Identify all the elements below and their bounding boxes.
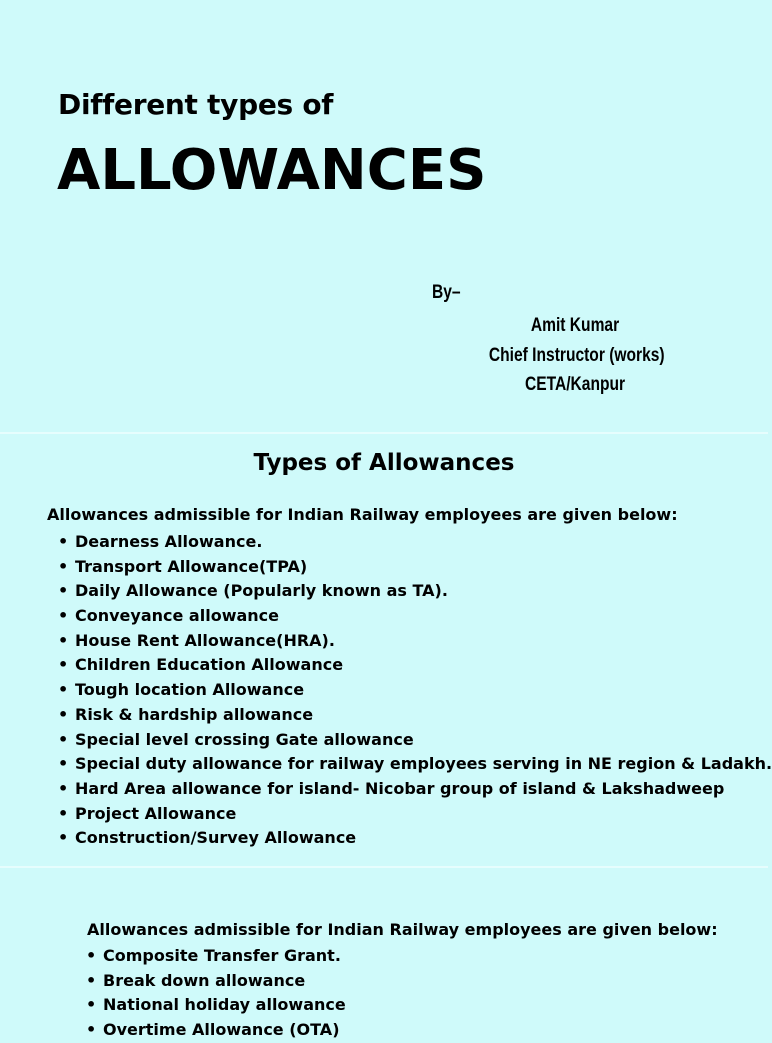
list-item-text: Risk & hardship allowance [75,704,314,724]
intro-text: Allowances admissible for Indian Railway employees are given below: [47,505,678,524]
list-item-text: Overtime Allowance (OTA) [103,1020,340,1040]
bullet-icon: • [58,680,69,700]
bullet-icon: • [58,581,69,601]
list-item-text: Tough location Allowance [75,680,305,700]
list-item-text: Conveyance allowance [75,606,279,626]
author-name: Amit Kumar [530,315,620,336]
list-item [58,826,772,851]
list-item [58,802,772,827]
list-item [58,555,772,580]
list-item-text: Special duty allowance for railway employees serving in NE region & Ladakh. [75,754,772,774]
list-item-text: House Rent Allowance(HRA). [75,630,335,650]
list-item-text: Composite Transfer Grant. [103,946,341,965]
bullet-icon: • [58,828,69,848]
list-item-text: Transport Allowance(TPA) [75,556,308,576]
list-item [58,653,772,678]
bullet-icon: • [86,946,97,965]
list-item [58,579,772,604]
list-item-text: Break down allowance [103,970,306,990]
list-item [58,604,772,629]
list-item [58,752,772,777]
list-item [58,530,772,555]
author-block [470,311,680,400]
bullet-icon: • [86,970,97,990]
allowance-list [58,530,772,851]
bullet-icon: • [86,1020,97,1040]
list-item-text: National holiday allowance [103,995,346,1015]
bullet-icon: • [58,655,69,675]
more-types-slide [0,868,768,1040]
bullet-icon: • [58,803,69,823]
list-item-text: Daily Allowance (Popularly known as TA). [75,581,448,601]
list-item [58,678,772,703]
list-item [86,944,346,969]
author-org: CETA/Kanpur [524,374,626,395]
bullet-icon: • [58,532,69,551]
list-item-text: Construction/Survey Allowance [75,828,357,848]
list-item-text: Special level crossing Gate allowance [75,729,414,749]
list-item-text: Hard Area allowance for island- Nicobar group of island & Lakshadweep [75,778,725,798]
list-item-text: Project Allowance [75,803,237,823]
bullet-icon: • [58,778,69,798]
list-item [58,728,772,753]
bullet-icon: • [58,606,69,626]
list-item [86,1018,346,1043]
bullet-icon: • [58,729,69,749]
bullet-icon: • [58,704,69,724]
bullet-icon: • [58,630,69,650]
list-item-text: Children Education Allowance [75,655,344,675]
types-slide [0,434,772,866]
slide-heading: Types of Allowances [253,450,515,476]
bullet-icon: • [58,754,69,774]
author-role: Chief Instructor (works) [488,344,665,366]
list-item [86,969,346,994]
list-item-text: Dearness Allowance. [75,532,263,551]
title-slide [0,0,768,432]
list-item [58,703,772,728]
bullet-icon: • [86,995,97,1015]
allowance-list [86,944,346,1043]
intro-text: Allowances admissible for Indian Railway employees are given below: [87,920,718,939]
by-label: By– [432,282,461,303]
bullet-icon: • [58,556,69,576]
list-item [58,777,772,802]
slide-subtitle: Different types of [58,88,334,121]
list-item [58,629,772,654]
slide-title: ALLOWANCES [57,138,487,203]
list-item [86,993,346,1018]
